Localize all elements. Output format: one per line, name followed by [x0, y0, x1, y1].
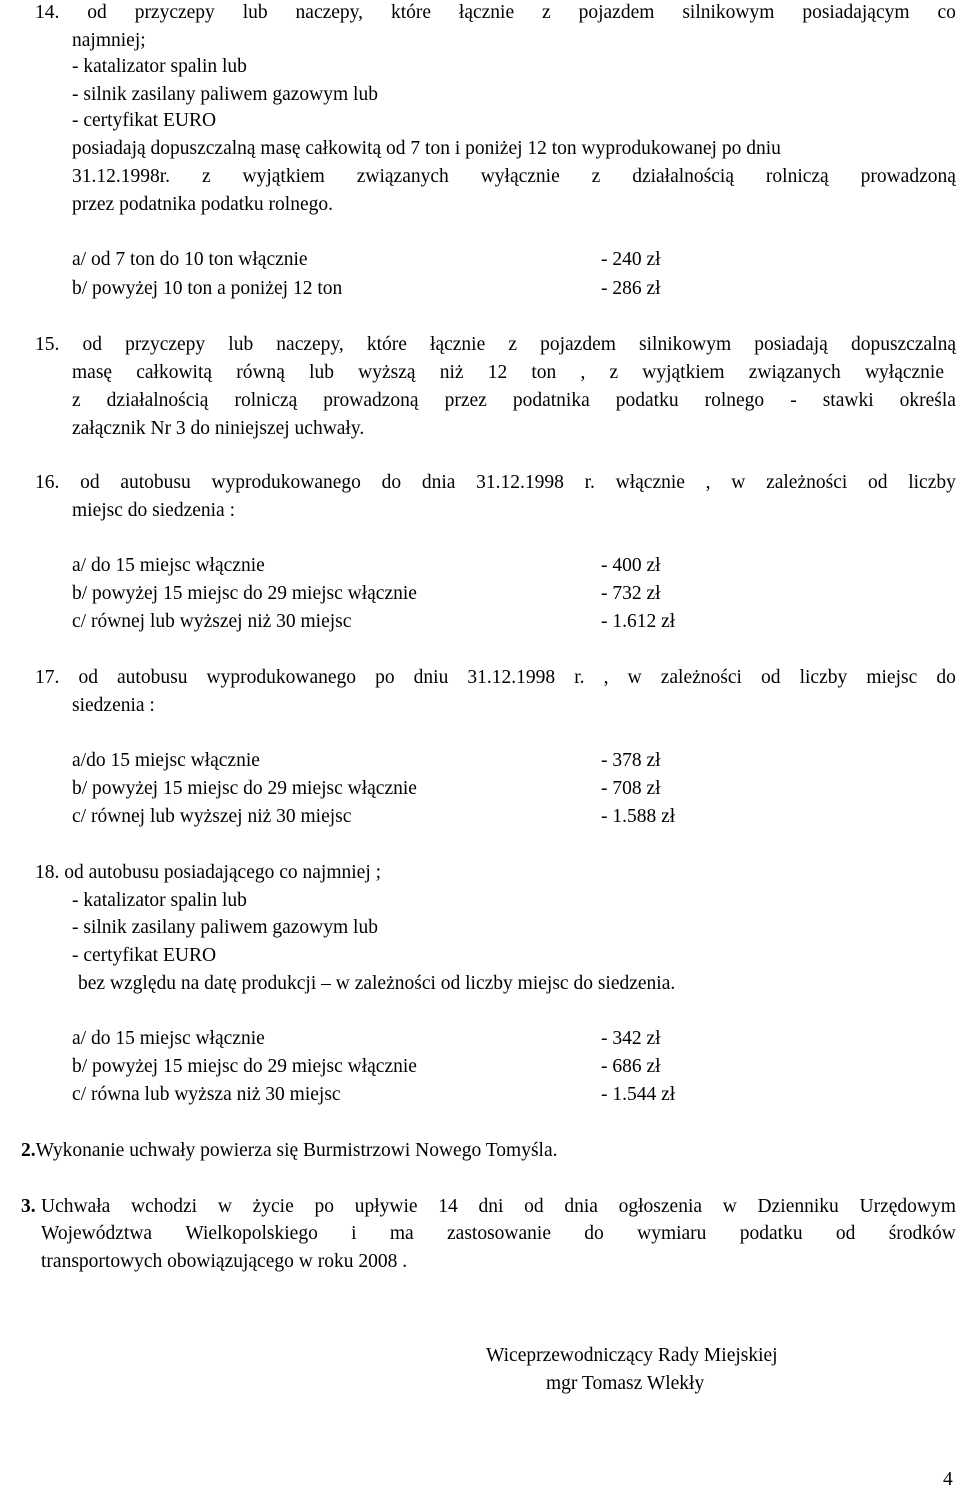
s14-line-7 [72, 167, 956, 187]
s16-line-2: miejsc do siedzenia : [72, 500, 235, 521]
word: Wielkopolskiego [185, 1223, 318, 1244]
word: liczby [799, 667, 848, 688]
word: wyjątkiem [642, 362, 725, 383]
word: , [603, 667, 609, 688]
word: 17. [35, 667, 60, 688]
s18-item-1: - katalizator spalin lub [72, 890, 247, 911]
word: rolniczą [234, 390, 298, 411]
word: wyłącznie [480, 166, 560, 187]
word: od [87, 2, 107, 23]
word: pojazdem [540, 334, 616, 355]
s18-line-1: 18. od autobusu posiadającego co najmniej ; [35, 862, 382, 883]
word: łącznie [458, 2, 515, 23]
word: lub [309, 362, 335, 383]
s14-line-6: posiadają dopuszczalną masę całkowitą od 7 ton i poniżej 12 ton wyprodukowanej po dniu [72, 138, 781, 159]
word: zależności [660, 667, 742, 688]
word: w [627, 667, 642, 688]
word: wyprodukowanego [206, 667, 356, 688]
word: prowadzoną [860, 166, 956, 187]
paragraph-3-line-2 [41, 1224, 956, 1244]
word: naczepy, [276, 334, 344, 355]
word: z [542, 2, 551, 23]
s16-line-1 [35, 473, 956, 493]
word: środków [888, 1223, 956, 1244]
word: 16. [35, 472, 60, 493]
paragraph-3-line-3: transportowych obowiązującego w roku 2008 . [41, 1251, 408, 1272]
word: silnikowym [682, 2, 775, 23]
page-number: 4 [943, 1469, 953, 1490]
word: ogłoszenia [618, 1196, 703, 1217]
signature-title: Wiceprzewodniczący Rady Miejskiej [486, 1345, 778, 1366]
word: podatku [615, 390, 679, 411]
s14-item-3: - certyfikat EURO [72, 110, 217, 131]
word: które [390, 2, 432, 23]
word: zastosowanie [447, 1223, 551, 1244]
s16-rate-a-value: - 400 zł [601, 555, 661, 576]
word: r. [584, 472, 595, 493]
word: z [609, 362, 619, 383]
word: określa [899, 390, 956, 411]
s14-item-2: - silnik zasilany paliwem gazowym lub [72, 84, 378, 105]
word: 31.12.1998r. [72, 166, 171, 187]
s18-item-2: - silnik zasilany paliwem gazowym lub [72, 917, 378, 938]
word: 14 [438, 1196, 458, 1217]
s17-rate-c-value: - 1.588 zł [601, 806, 676, 827]
word: przez [444, 390, 487, 411]
s14-rate-b-value: - 286 zł [601, 278, 661, 299]
word: pojazdem [578, 2, 655, 23]
s15-line-3 [72, 391, 956, 411]
word: przyczepy [125, 334, 206, 355]
word: Województwa [41, 1223, 153, 1244]
word: wymiaru [637, 1223, 707, 1244]
word: Dzienniku [757, 1196, 839, 1217]
paragraph-2-number: 2. [21, 1140, 36, 1161]
word: w [217, 1196, 232, 1217]
word: autobusu [117, 667, 188, 688]
word: dni [478, 1196, 504, 1217]
word: wchodzi [131, 1196, 198, 1217]
word: wyższą [358, 362, 416, 383]
word: od [78, 667, 98, 688]
word: posiadają [754, 334, 828, 355]
word: liczby [908, 472, 956, 493]
word: masę [72, 362, 113, 383]
word: związanych [748, 362, 841, 383]
word: ma [389, 1223, 414, 1244]
s16-rate-b-label: b/ powyżej 15 miejsc do 29 miejsc włącznie [72, 583, 417, 604]
word: które [366, 334, 407, 355]
s18-rate-a-value: - 342 zł [601, 1028, 661, 1049]
word: prowadzoną [323, 390, 419, 411]
paragraph-2-text: Wykonanie uchwały powierza się Burmistrzowi Nowego Tomyśla. [35, 1140, 558, 1161]
word: 14. [35, 2, 60, 23]
word: z [591, 166, 601, 187]
word: naczepy, [295, 2, 364, 23]
s16-rate-c-value: - 1.612 zł [601, 611, 676, 632]
s15-line-1 [35, 335, 956, 355]
word: od [80, 472, 100, 493]
word: po [375, 667, 395, 688]
s16-rate-a-label: a/ do 15 miejsc włącznie [72, 555, 265, 576]
word: w [722, 1196, 737, 1217]
word: lub [228, 334, 254, 355]
paragraph-2 [21, 1141, 557, 1161]
word: upływie [354, 1196, 418, 1217]
s18-rate-b-value: - 686 zł [601, 1056, 661, 1077]
word: Uchwała [41, 1196, 111, 1217]
word: od [761, 667, 781, 688]
s14-line-2: najmniej; [72, 30, 146, 51]
word: podatnika [512, 390, 590, 411]
s18-rate-a-label: a/ do 15 miejsc włącznie [72, 1028, 265, 1049]
word: łącznie [430, 334, 486, 355]
word: rolnego [704, 390, 765, 411]
word: stawki [822, 390, 874, 411]
s17-rate-a-label: a/do 15 miejsc włącznie [72, 750, 260, 771]
word: równą [236, 362, 285, 383]
word: z [72, 390, 81, 411]
word: w [731, 472, 746, 493]
word: po [314, 1196, 334, 1217]
word: silnikowym [639, 334, 732, 355]
s17-line-1 [35, 668, 956, 688]
word: dopuszczalną [850, 334, 956, 355]
s17-line-2: siedzenia : [72, 695, 155, 716]
s14-rate-b-label: b/ powyżej 10 ton a poniżej 12 ton [72, 278, 343, 299]
s16-rate-c-label: c/ równej lub wyższej niż 30 miejsc [72, 611, 352, 632]
s18-rate-c-label: c/ równa lub wyższa niż 30 miejsc [72, 1084, 341, 1105]
word: do [584, 1223, 604, 1244]
s14-rate-a-label: a/ od 7 ton do 10 ton włącznie [72, 249, 308, 270]
s14-line-1 [35, 3, 956, 23]
word: z [201, 166, 211, 187]
word: co [937, 2, 956, 23]
word: posiadającym [802, 2, 910, 23]
word: działalnością [106, 390, 209, 411]
s15-line-2 [72, 363, 944, 383]
word: działalnością [632, 166, 734, 187]
word: r. [574, 667, 585, 688]
word: wyjątkiem [242, 166, 325, 187]
word: dnia [421, 472, 456, 493]
s17-rate-a-value: - 378 zł [601, 750, 661, 771]
paragraph-3-line-1 [41, 1197, 956, 1217]
word: przyczepy [134, 2, 215, 23]
word: wyprodukowanego [211, 472, 361, 493]
word: życie [252, 1196, 294, 1217]
signature-name: mgr Tomasz Wlekły [546, 1373, 705, 1394]
word: 15. [35, 334, 60, 355]
word: lub [242, 2, 268, 23]
word: , [705, 472, 711, 493]
s17-rate-b-label: b/ powyżej 15 miejsc do 29 miejsc włącznie [72, 778, 417, 799]
s14-line-8: przez podatnika podatku rolnego. [72, 194, 333, 215]
word: do [936, 667, 956, 688]
s17-rate-c-label: c/ równej lub wyższej niż 30 miejsc [72, 806, 352, 827]
word: włącznie [615, 472, 685, 493]
word: 31.12.1998 [476, 472, 564, 493]
word: do [381, 472, 402, 493]
s17-rate-b-value: - 708 zł [601, 778, 661, 799]
word: od [524, 1196, 544, 1217]
word: rolniczą [765, 166, 829, 187]
paragraph-3-number: 3. [21, 1196, 36, 1217]
word: ton [531, 362, 557, 383]
s18-item-3: - certyfikat EURO [72, 945, 217, 966]
word: autobusu [120, 472, 191, 493]
word: od [82, 334, 102, 355]
s14-item-1: - katalizator spalin lub [72, 56, 247, 77]
word: - [790, 390, 797, 411]
word: niż [439, 362, 464, 383]
word: , [580, 362, 586, 383]
word: Urzędowym [859, 1196, 956, 1217]
word: 31.12.1998 [467, 667, 556, 688]
word: i [351, 1223, 357, 1244]
s18-rate-b-label: b/ powyżej 15 miejsc do 29 miejsc włącznie [72, 1056, 417, 1077]
word: dnia [564, 1196, 598, 1217]
word: związanych [356, 166, 449, 187]
s14-rate-a-value: - 240 zł [601, 249, 661, 270]
s18-rate-c-value: - 1.544 zł [601, 1084, 676, 1105]
word: od [867, 472, 888, 493]
word: wyłącznie [864, 362, 944, 383]
word: miejsc [866, 667, 918, 688]
s18-line-5: bez względu na datę produkcji – w zależności od liczby miejsc do siedzenia. [78, 973, 676, 994]
word: od [835, 1223, 856, 1244]
word: podatku [739, 1223, 803, 1244]
s15-line-4: załącznik Nr 3 do niniejszej uchwały. [72, 418, 365, 439]
word: z [508, 334, 518, 355]
word: zależności [766, 472, 848, 493]
word: całkowitą [136, 362, 213, 383]
word: dniu [413, 667, 449, 688]
s16-rate-b-value: - 732 zł [601, 583, 661, 604]
word: 12 [487, 362, 508, 383]
